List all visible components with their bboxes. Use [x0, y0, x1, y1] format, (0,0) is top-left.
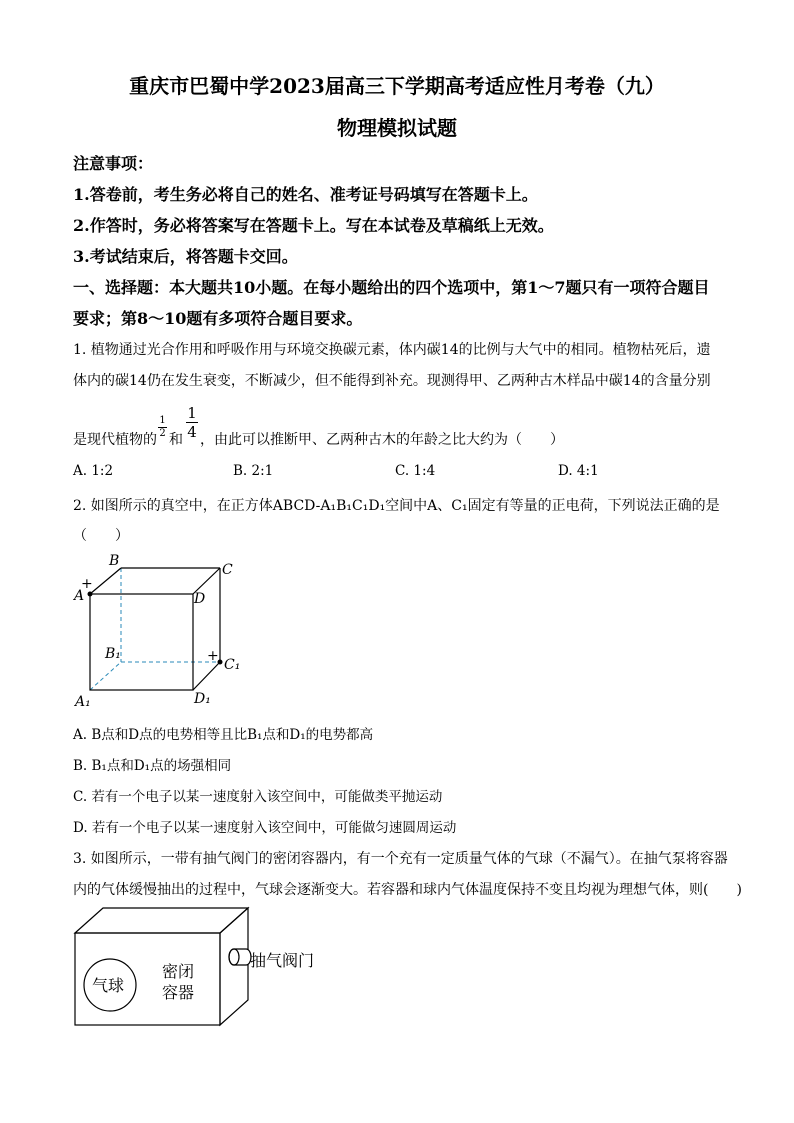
q1-line3-pre: 是现代植物的	[73, 432, 157, 448]
fraction-numerator: 1	[159, 415, 166, 426]
q3-line1: 3. 如图所示，一带有抽气阀门的密闭容器内，有一个充有一定质量气体的气球（不漏气）。在抽气泵将容器	[73, 851, 728, 867]
vertex-label-c1: C₁	[224, 657, 241, 673]
notice-item: 2.作答时，务必将答案写在答题卡上。写在本试卷及草稿纸上无效。	[73, 216, 554, 235]
section-heading-line1: 一、选择题：本大题共10小题。在每小题给出的四个选项中，第1～7题只有一项符合题目	[73, 278, 710, 297]
q1-line3-post: ，由此可以推断甲、乙两种古木的年龄之比大约为（ ）	[200, 432, 564, 448]
q1-line1: 1. 植物通过光合作用和呼吸作用与环境交换碳元素，体内碳14的比例与大气中的相同。植物枯死后，遗	[73, 342, 711, 358]
fraction-denominator: 4	[187, 423, 197, 441]
vertex-label-c: C	[222, 562, 233, 578]
q2-option-b: B. B₁点和D₁点的场强相同	[73, 758, 232, 774]
q3-line2: 内的气体缓慢抽出的过程中，气球会逐渐变大。若容器和球内气体温度保持不变且均视为理想气体，则( )	[73, 882, 742, 898]
vertex-label-a1: A₁	[75, 694, 91, 710]
exam-subtitle: 物理模拟试题	[337, 116, 457, 140]
fraction-one-quarter	[186, 405, 198, 440]
notice-item: 1.答卷前，考生务必将自己的姓名、准考证号码填写在答题卡上。	[73, 185, 538, 204]
valve-label: 抽气阀门	[250, 951, 315, 970]
container-label-line2: 容器	[162, 983, 195, 1002]
vertex-label-b1: B₁	[105, 646, 121, 662]
valve-icon	[229, 949, 251, 965]
q1-option-d: D. 4:1	[558, 463, 599, 479]
exam-title: 重庆市巴蜀中学2023届高三下学期高考适应性月考卷（九）	[129, 74, 665, 98]
q2-line2: （ ）	[73, 528, 129, 544]
q1-and: 和	[169, 432, 183, 448]
vertex-label-a: A	[74, 588, 85, 604]
q1-line2: 体内的碳14仍在发生衰变，不断减少，但不能得到补充。现测得甲、乙两种古木样品中碳14的含量分别	[73, 373, 711, 389]
balloon-label: 气球	[92, 976, 125, 995]
plus-charge-a: +	[81, 576, 93, 592]
fraction-one-half	[158, 416, 167, 439]
container-diagram	[70, 905, 340, 1030]
section-heading-line2: 要求；第8～10题有多项符合题目要求。	[73, 309, 363, 328]
container-label-line1: 密闭	[162, 962, 195, 981]
q2-line1: 2. 如图所示的真空中，在正方体ABCD-A₁B₁C₁D₁空间中A、C₁固定有等量的正电荷，下列说法正确的是	[73, 498, 720, 514]
vertex-label-d: D	[194, 591, 206, 607]
q2-option-a: A. B点和D点的电势相等且比B₁点和D₁的电势都高	[73, 727, 374, 743]
fraction-denominator: 2	[159, 428, 166, 439]
vertex-label-b: B	[109, 553, 120, 569]
plus-charge-c1: +	[207, 648, 219, 664]
cube-diagram	[70, 550, 250, 715]
q2-option-c: C. 若有一个电子以某一速度射入该空间中，可能做类平抛运动	[73, 789, 443, 805]
q1-option-c: C. 1:4	[395, 463, 436, 479]
q2-option-d: D. 若有一个电子以某一速度射入该空间中，可能做匀速圆周运动	[73, 820, 457, 836]
notice-heading: 注意事项：	[73, 154, 154, 173]
vertex-label-d1: D₁	[194, 691, 211, 707]
notice-item: 3.考试结束后，将答题卡交回。	[73, 247, 298, 266]
q1-option-a: A. 1:2	[73, 463, 114, 479]
q1-option-b: B. 2:1	[233, 463, 274, 479]
fraction-numerator: 1	[187, 404, 197, 422]
